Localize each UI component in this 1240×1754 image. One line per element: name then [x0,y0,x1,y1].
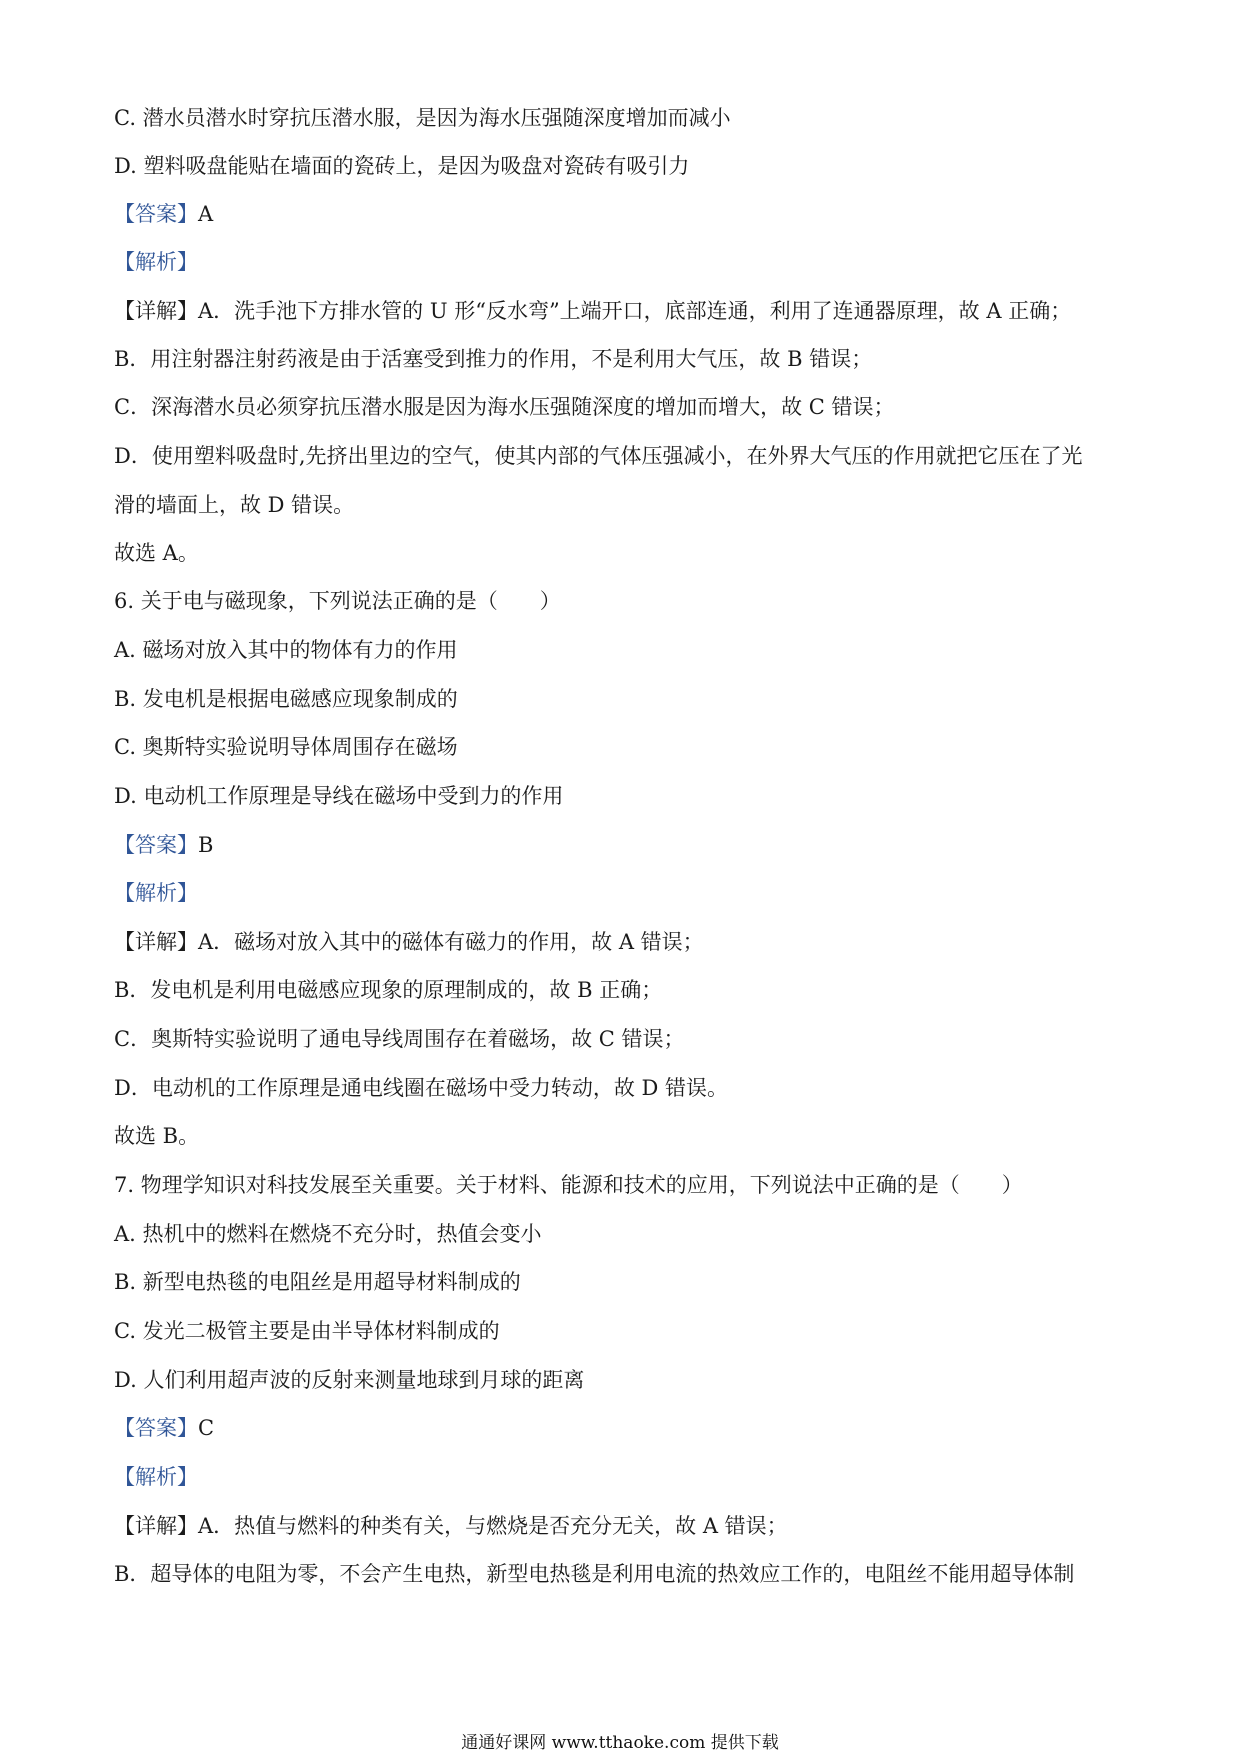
option-a: A. 磁场对放入其中的物体有力的作用 [114,638,458,662]
option-c: C. 奥斯特实验说明导体周围存在磁场 [114,735,458,759]
option-b: B. 新型电热毯的电阻丝是用超导材料制成的 [114,1270,521,1294]
conclusion-line: 故选 B。 [114,1124,200,1148]
option-b: B. 发电机是根据电磁感应现象制成的 [114,687,458,711]
detail-line: 滑的墙面上，故 D 错误。 [114,493,355,517]
option-c: C. 发光二极管主要是由半导体材料制成的 [114,1319,500,1343]
answer-line: 【答案】A [114,202,214,226]
question-7: 7. 物理学知识对科技发展至关重要。关于材料、能源和技术的应用，下列说法中正确的是（ ） [114,1173,1023,1197]
detail-tag: 【详解】 [114,299,198,323]
detail-line: D．使用塑料吸盘时,先挤出里边的空气，使其内部的气体压强减小，在外界大气压的作用就把它压在了光 [114,444,1083,468]
analysis-tag: 【解析】 [114,881,198,905]
detail-tag: 【详解】 [114,1514,198,1538]
detail-tag: 【详解】 [114,930,198,954]
answer-tag: 【答案】 [114,202,198,226]
option-d: D. 人们利用超声波的反射来测量地球到月球的距离 [114,1368,585,1392]
analysis-line [114,247,1180,277]
analysis-tag: 【解析】 [114,1465,198,1489]
option-a: A. 热机中的燃料在燃烧不充分时，热值会变小 [114,1222,542,1246]
option-c: C. 潜水员潜水时穿抗压潜水服，是因为海水压强随深度增加而减小 [114,106,731,130]
answer-tag: 【答案】 [114,1416,198,1440]
answer-line: 【答案】C [114,1416,215,1440]
analysis-tag: 【解析】 [114,250,198,274]
detail-line: B．用注射器注射药液是由于活塞受到推力的作用，不是利用大气压，故 B 错误； [114,347,873,371]
detail-line: C．深海潜水员必须穿抗压潜水服是因为海水压强随深度的增加而增大，故 C 错误； [114,395,895,419]
detail-line: D．电动机的工作原理是通电线圈在磁场中受力转动，故 D 错误。 [114,1076,729,1100]
conclusion-line: 故选 A。 [114,541,199,565]
detail-line: 【详解】A．洗手池下方排水管的 U 形“反水弯”上端开口，底部连通，利用了连通器原理，故 A 正确； [114,299,1072,323]
detail-line: 【详解】A．磁场对放入其中的磁体有磁力的作用，故 A 错误； [114,930,704,954]
detail-line: C．奥斯特实验说明了通电导线周围存在着磁场，故 C 错误； [114,1027,685,1051]
detail-line: B．超导体的电阻为零，不会产生电热，新型电热毯是利用电流的热效应工作的，电阻丝不能用超导体制 [114,1562,1075,1586]
option-d: D. 塑料吸盘能贴在墙面的瓷砖上，是因为吸盘对瓷砖有吸引力 [114,154,690,178]
detail-line: B．发电机是利用电磁感应现象的原理制成的，故 B 正确； [114,978,663,1002]
answer-line: 【答案】B [114,833,214,857]
detail-line: 【详解】A．热值与燃料的种类有关，与燃烧是否充分无关，故 A 错误； [114,1514,788,1538]
question-6: 6. 关于电与磁现象，下列说法正确的是（ ） [114,589,561,613]
analysis-line [114,878,1180,908]
option-d: D. 电动机工作原理是导线在磁场中受到力的作用 [114,784,564,808]
answer-tag: 【答案】 [114,833,198,857]
analysis-line [114,1462,1180,1492]
page-footer: 通通好课网 www.tthaoke.com 提供下载 [461,1733,779,1753]
